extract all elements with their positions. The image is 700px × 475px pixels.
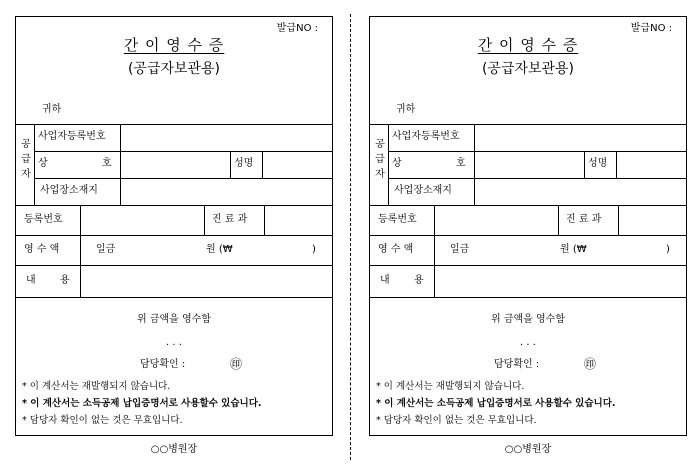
company-label-1: 상 [38,158,48,169]
supplier-label: 공급자 [375,139,385,180]
confirm-label: 담당확인 : [140,359,186,370]
hospital-director-right: ○○병원장 [504,444,552,455]
cut-line [350,14,351,460]
amount-won: 원 (₩ [560,244,587,255]
amount-prefix: 일금 [450,244,470,255]
amount-won: 원 (₩ [206,244,233,255]
content-label-2: 용 [414,275,424,286]
recipient-suffix: 귀하 [396,104,416,115]
issue-no-label: 발급NO : [630,23,672,34]
business-reg-no-label: 사업자등록번호 [38,131,106,142]
note-tax-deduction: * 이 계산서는 소득공제 납입증명서로 사용할수 있습니다. [376,398,616,409]
name-label: 성명 [588,158,608,169]
receipt-title [370,36,686,54]
department-label: 진 료 과 [566,214,602,225]
registration-no-label: 등록번호 [378,214,417,225]
company-label-1: 상 [392,158,402,169]
business-reg-no-label: 사업자등록번호 [392,131,460,142]
date-dots: . . . [520,337,536,348]
seal-mark: ㊞ [230,357,243,371]
receipt-title-text: 간 이 영 수 증 [123,36,225,54]
note-reissue: * 이 계산서는 재발행되지 않습니다. [22,381,171,392]
issue-no-label: 발급NO : [276,23,318,34]
company-label-2: 호 [102,158,112,169]
note-confirmation: * 담당자 확인이 없는 것은 무효입니다. [376,415,537,426]
received-text: 위 금액을 영수함 [137,314,211,325]
business-address-label: 사업장소재지 [40,185,98,196]
department-label: 진 료 과 [212,214,248,225]
receipt-left [15,16,333,436]
receipt-subtitle: (공급자보관용) [127,61,221,77]
note-tax-deduction: * 이 계산서는 소득공제 납입증명서로 사용할수 있습니다. [22,398,262,409]
seal-mark: ㊞ [584,357,597,371]
supplier-label: 공급자 [21,139,31,180]
amount-prefix: 일금 [96,244,116,255]
receipt-right [369,16,687,436]
confirm-label: 담당확인 : [494,359,540,370]
content-label-2: 용 [60,275,70,286]
amount-close: ) [666,244,670,255]
receipt-title [16,36,332,54]
amount-close: ) [312,244,316,255]
note-confirmation: * 담당자 확인이 없는 것은 무효입니다. [22,415,183,426]
registration-no-label: 등록번호 [24,214,63,225]
receipt-subtitle: (공급자보관용) [481,61,575,77]
name-label: 성명 [234,158,254,169]
hospital-director-left: ○○병원장 [150,444,198,455]
company-label-2: 호 [456,158,466,169]
amount-label: 영 수 액 [378,244,414,255]
received-text: 위 금액을 영수함 [491,314,565,325]
business-address-label: 사업장소재지 [394,185,452,196]
content-label-1: 내 [26,275,36,286]
amount-label: 영 수 액 [24,244,60,255]
note-reissue: * 이 계산서는 재발행되지 않습니다. [376,381,525,392]
receipt-title-text: 간 이 영 수 증 [477,36,579,54]
recipient-suffix: 귀하 [42,104,62,115]
content-label-1: 내 [380,275,390,286]
date-dots: . . . [166,337,182,348]
